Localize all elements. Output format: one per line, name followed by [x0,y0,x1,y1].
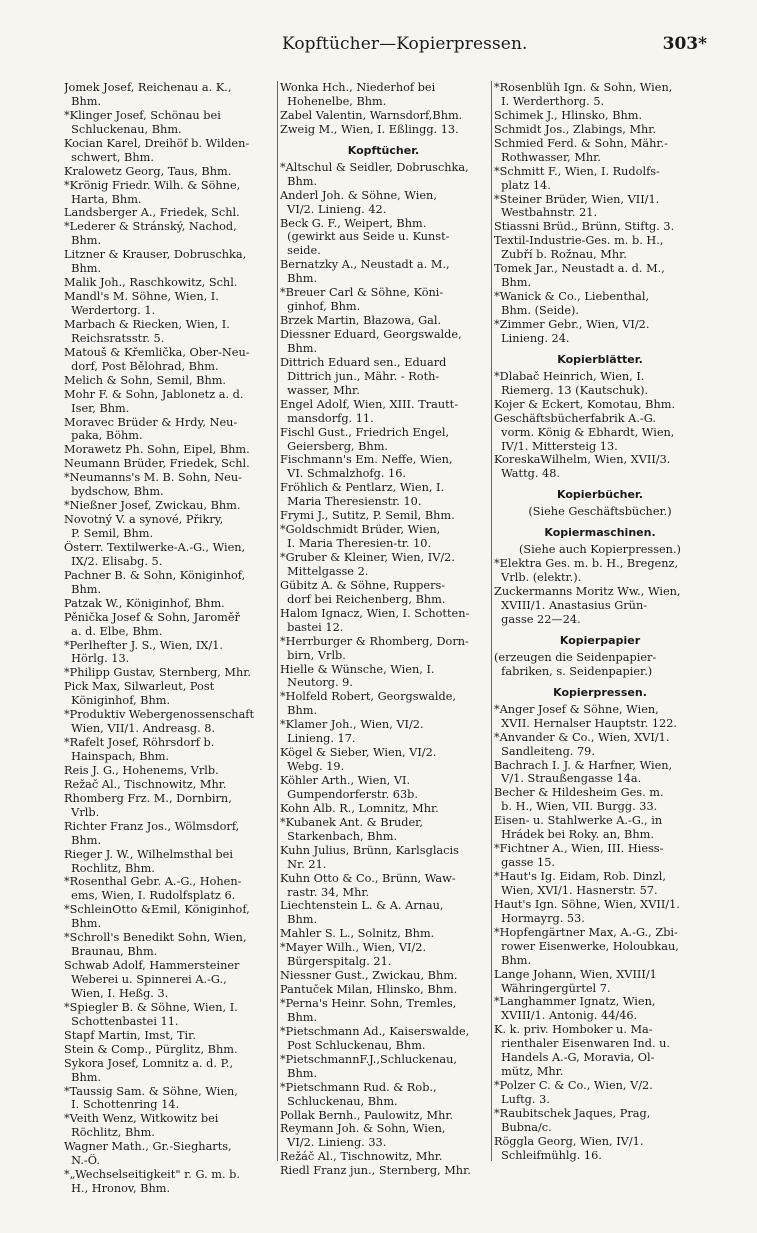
directory-entry-line: Tomek Jar., Neustadt a. d. M., [494,262,665,276]
directory-entry-line: Bürgerspitalg. 21. [280,955,392,969]
directory-entry-line: bastei 12. [280,620,344,634]
directory-entry-line: Marbach & Riecken, Wien, I. [64,317,230,331]
directory-entry-line: H., Hronov, Bhm. [64,1182,171,1196]
directory-entry-line: *Veith Wenz, Witkowitz bei [64,1112,219,1126]
directory-entry-line: XVIII/1. Antonig. 44/46. [494,1009,638,1023]
directory-entry-line: Zuckermanns Moritz Ww., Wien, [494,585,681,599]
column-divider-2 [491,81,492,1161]
directory-entry-line: Hörlg. 13. [64,652,130,666]
directory-entry-line: Becher & Hildesheim Ges. m. [494,786,664,800]
directory-entry-line: *Schmitt F., Wien, I. Rudolfs- [494,164,660,178]
section-heading: Kopierpressen. [553,685,647,699]
directory-entry-line: Mittelgasse 2. [280,564,369,578]
section-heading: Kopierbücher. [557,488,643,502]
directory-entry-line: Neumann Brüder, Friedek, Schl. [64,457,250,471]
directory-entry-line: fabriken, s. Seidenpapier.) [494,664,653,678]
directory-entry-line: Wattg. 48. [494,467,561,481]
directory-entry-line: K. k. priv. Homboker u. Ma- [494,1023,653,1037]
directory-entry-line: VI/2. Linieng. 33. [280,1136,387,1150]
column-3 [494,81,706,1163]
directory-entry-line: Brzek Martin, Błazowa, Gal. [280,314,442,328]
directory-entry-line: rower Eisenwerke, Holoubkau, [494,939,679,953]
directory-entry-line: Zweig M., Wien, I. Eßlingg. 13. [280,122,459,136]
directory-entry-line: Bhm. [64,234,102,248]
directory-entry-line: Landsberger A., Friedek, Schl. [64,206,240,220]
directory-entry-line: XVIII/1. Anastasius Grün- [494,599,648,612]
directory-entry-line: *Anvander & Co., Wien, XVI/1. [494,730,670,744]
directory-entry-line: rienthaler Eisenwaren Ind. u. [494,1037,670,1051]
directory-entry-line: Wien, I. Heßg. 3. [64,986,169,1000]
directory-entry-line: Sandleiteng. 79. [494,744,595,758]
directory-entry-line: Braunau, Bhm. [64,945,158,959]
directory-entry-line: Linieng. 17. [280,732,356,746]
directory-entry-line: Geschäftsbücherfabrik A.-G. [494,411,656,425]
directory-entry-line: Werdertorg. 1. [64,304,156,317]
directory-entry-line: *Elektra Ges. m. b. H., Bregenz, [494,557,679,571]
directory-entry-line: *Mayer Wilh., Wien, VI/2. [280,941,427,955]
directory-entry-line: Post Schluckenau, Bhm. [280,1038,426,1052]
directory-entry-line: (gewirkt aus Seide u. Kunst- [280,230,450,244]
section-heading: Kopierblätter. [557,352,643,366]
directory-entry-line: Bubna/c. [494,1120,552,1134]
directory-entry-line: *Produktiv Webergenossenschaft [64,708,255,722]
directory-entry-line: Engel Adolf, Wien, XIII. Trautt- [280,397,459,411]
directory-entry-line: wasser, Mhr. [280,383,360,397]
directory-entry-line: Pantuček Milan, Hlinsko, Bhm. [280,983,458,997]
directory-entry-line: Schmied Ferd. & Sohn, Mähr.- [494,136,668,150]
directory-entry-line: gasse 15. [494,856,555,870]
page-number: 303* [662,34,707,54]
running-header [0,34,757,62]
directory-entry-line: Fröhlich & Pentlarz, Wien, I. [280,481,445,495]
section-heading: Kopftücher. [347,143,420,157]
directory-entry-line: *Breuer Carl & Söhne, Köni- [280,286,444,300]
directory-entry-line: *Raubitschek Jaques, Prag, [494,1106,651,1120]
directory-entry-line: Bhm. [64,917,102,931]
directory-entry-line: *Lederer & Stránský, Nachod, [64,220,237,234]
directory-entry-line: Režáč Al., Tischnowitz, Mhr. [280,1150,443,1164]
directory-entry-line: Pollak Bernh., Paulowitz, Mhr. [280,1108,454,1122]
directory-entry-line: Textil-Industrie-Ges. m. b. H., [494,234,664,248]
directory-entry-line: Bhm. [64,582,102,596]
directory-entry-line: Mohr F. & Sohn, Jablonetz a. d. [64,387,244,401]
directory-entry-line: Bhm. [494,276,532,290]
directory-entry-line: Wien, XVI/1. Hasnerstr. 57. [494,883,658,897]
directory-entry-line: seide. [280,244,321,258]
directory-entry-line: mansdorfg. 11. [280,411,374,425]
directory-entry-line: Gübitz A. & Söhne, Ruppers- [280,578,446,592]
directory-entry-line: *Philipp Gustav, Sternberg, Mhr. [64,666,251,680]
directory-entry-line: Mandl's M. Söhne, Wien, I. [64,290,219,304]
directory-entry-line: *Klamer Joh., Wien, VI/2. [280,718,424,732]
directory-entry-line: Bhm. [64,262,102,276]
directory-entry-line: Beck G. F., Weipert, Bhm. [280,216,427,230]
directory-entry-line: *Rosenblüh Ign. & Sohn, Wien, [494,81,673,94]
cross-reference: (Siehe Geschäftsbücher.) [528,505,672,519]
directory-entry-line: Riemerg. 13 (Kautschuk). [494,383,649,397]
directory-entry-line: *Polzer C. & Co., Wien, V/2. [494,1079,653,1093]
directory-entry-line: V/1. Straußengasse 14a. [494,772,642,786]
directory-entry-line: birn, Vrlb. [280,648,346,662]
directory-entry-line: Reis J. G., Hohenems, Vrlb. [64,763,219,777]
directory-entry-line: *Anger Josef & Söhne, Wien, [494,702,659,716]
directory-entry-line: vorm. König & Ebhardt, Wien, [494,425,675,439]
directory-entry-line: Bachrach I. J. & Harfner, Wien, [494,758,673,772]
directory-entry-line: *Perna's Heinr. Sohn, Tremles, [280,997,457,1010]
directory-entry-line: *Spiegler B. & Söhne, Wien, I. [64,1000,238,1014]
directory-entry-line: Rochlitz, Bhm. [64,861,155,875]
directory-entry-line: Malik Joh., Raschkowitz, Schl. [64,276,238,290]
directory-entry-line: mütz, Mhr. [494,1065,564,1079]
directory-entry-line: *Klinger Josef, Schönau bei [64,108,221,122]
directory-entry-line: VI/2. Linieng. 42. [280,202,387,216]
directory-entry-line: *Holfeld Robert, Georgswalde, [280,690,457,704]
directory-entry-line: Weberei u. Spinnerei A.-G., [64,973,227,986]
page-title: Kopftücher—Kopierpressen. [282,34,528,54]
directory-entry-line: Morawetz Ph. Sohn, Eipel, Bhm. [64,443,250,457]
directory-entry-line: Vrlb. (elektr.). [494,571,582,585]
directory-entry-line: Königinhof, Bhm. [64,694,171,708]
directory-entry-line: Jomek Josef, Reichenau a. K., [64,81,232,94]
directory-entry-line: Liechtenstein L. & A. Arnau, [280,899,444,913]
directory-entry-line: paka, Böhm. [64,429,143,443]
directory-entry-line: Schwab Adolf, Hammersteiner [64,959,240,973]
column-2 [280,81,487,1178]
directory-entry-line: Wagner Math., Gr.-Siegharts, [64,1140,232,1154]
directory-entry-line: Währingergürtel 7. [494,981,611,995]
directory-entry-line: Mahler S. L., Solnitz, Bhm. [280,927,435,941]
directory-entry-line: P. Semil, Bhm. [64,527,154,540]
directory-entry-line: I. Werderthorg. 5. [494,94,605,108]
directory-entry-line: Melich & Sohn, Semil, Bhm. [64,373,227,387]
directory-entry-line: Kuhn Julius, Brünn, Karlsglacis [280,843,459,857]
directory-entry-line: bydschow, Bhm. [64,485,164,499]
directory-entry-line: Wonka Hch., Niederhof bei [280,81,436,94]
directory-entry-line: Linieng. 24. [494,331,570,345]
directory-entry-line: Rieger J. W., Wilhelmsthal bei [64,847,233,861]
directory-entry-line: Maria Theresienstr. 10. [280,495,422,509]
directory-entry-line: *Perlhefter J. S., Wien, IX/1. [64,638,223,652]
directory-entry-line: Frymi J., Sutitz, P. Semil, Bhm. [280,509,455,523]
directory-entry-line: Luftg. 3. [494,1093,550,1106]
directory-entry-line: Bhm. [280,341,318,355]
directory-entry-line: Bhm. [64,833,102,847]
directory-entry-line: Bhm. [64,94,102,108]
directory-entry-line: Fischl Gust., Friedrich Engel, [280,425,450,439]
directory-entry-line: I. Maria Theresien-tr. 10. [280,537,432,551]
directory-entry-line: ginhof, Bhm. [280,300,361,314]
directory-entry-line: Bhm. [280,1066,318,1080]
directory-entry-line: Pick Max, Silwarleut, Post [64,680,215,694]
directory-entry-line: Dittrich jun., Mähr. - Roth- [280,369,440,383]
directory-entry-line: Schluckenau, Bhm. [280,1094,398,1108]
section-heading: Kopierpapier [559,633,641,647]
directory-entry-line: *Herrburger & Rhomberg, Dorn- [280,634,469,648]
directory-entry-line: Zubří b. Rožnau, Mhr. [494,248,627,262]
directory-entry-line: VI. Schmalzhofg. 16. [280,467,406,481]
directory-entry-line: Schmidt Jos., Zlabings, Mhr. [494,122,657,136]
directory-entry-line: Fischmann's Em. Neffe, Wien, [280,453,453,467]
directory-entry-line: XVII. Hernalser Hauptstr. 122. [494,716,677,730]
directory-entry-line: *Taussig Sam. & Söhne, Wien, [64,1084,238,1098]
directory-entry-line: Schimek J., Hlinsko, Bhm. [494,108,643,122]
directory-entry-line: N.-Ö. [64,1154,100,1168]
directory-entry-line: Reichsratsstr. 5. [64,331,165,345]
directory-entry-line: Bernatzky A., Neustadt a. M., [280,258,450,272]
directory-entry-line: Nr. 21. [280,857,327,871]
directory-entry-line: Iser, Bhm. [64,401,130,415]
directory-entry-line: *Nießner Josef, Zwickau, Bhm. [64,499,241,513]
directory-entry-line: Eisen- u. Stahlwerke A.-G., in [494,814,663,828]
directory-entry-line: Bhm. [280,272,318,286]
directory-entry-line: *Pietschmann Rud. & Rob., [280,1080,437,1094]
directory-entry-line: Stapf Martin, Imst, Tir. [64,1028,196,1042]
directory-entry-line: ems, Wien, I. Rudolfsplatz 6. [64,889,236,903]
directory-entry-line: Rhomberg Frz. M., Dornbirn, [64,791,232,805]
directory-entry-line: gasse 22—24. [494,612,581,626]
directory-entry-line: *Wanick & Co., Liebenthal, [494,290,650,304]
directory-entry-line: Halom Ignacz, Wien, I. Schotten- [280,606,470,620]
directory-entry-line: Österr. Textilwerke-A.-G., Wien, [64,540,246,554]
directory-entry-line: *Altschul & Seidler, Dobruschka, [280,160,469,174]
directory-entry-line: *Rafelt Josef, Röhrsdorf b. [64,736,215,750]
directory-entry-line: *„Wechselseitigkeit" r. G. m. b. [64,1168,240,1182]
directory-entry-line: *Fichtner A., Wien, III. Hiess- [494,842,664,856]
cross-reference: (Siehe auch Kopierpressen.) [519,543,681,557]
directory-entry-line: Bhm. [280,704,318,718]
directory-entry-line: Bhm. [64,1070,102,1084]
directory-entry-line: KoreskaWilhelm, Wien, XVII/3. [494,453,671,467]
directory-entry-line: rastr. 34, Mhr. [280,885,370,899]
directory-entry-line: Bhm. (Seide). [494,304,580,317]
directory-entry-line: *Neumanns's M. B. Sohn, Neu- [64,471,242,485]
directory-entry-line: Schluckenau, Bhm. [64,122,182,136]
directory-entry-line: *Hopfengärtner Max, A.-G., Zbi- [494,925,678,939]
directory-entry-line: Zabel Valentin, Warnsdorf,Bhm. [280,108,463,122]
directory-entry-line: Köhler Arth., Wien, VI. [280,774,411,787]
directory-entry-line: Röggla Georg, Wien, IV/1. [494,1134,644,1148]
directory-entry-line: *Langhammer Ignatz, Wien, [494,995,656,1009]
directory-entry-line: Stiassni Brüd., Brünn, Stiftg. 3. [494,220,675,234]
directory-entry-line: Reymann Joh. & Sohn, Wien, [280,1122,446,1136]
directory-entry-line: Kögel & Sieber, Wien, VI/2. [280,746,437,760]
directory-entry-line: Hohenelbe, Bhm. [280,94,387,108]
directory-entry-line: Riedl Franz jun., Sternberg, Mhr. [280,1164,471,1178]
directory-entry-line: *Dlabač Heinrich, Wien, I. [494,369,645,383]
directory-entry-line: Westbahnstr. 21. [494,206,598,220]
directory-entry-line: *Pietschmann Ad., Kaiserswalde, [280,1024,470,1038]
directory-entry-line: Vrlb. [64,805,100,819]
directory-entry-line: *Steiner Brüder, Wien, VII/1. [494,192,660,206]
directory-entry-line: Handels A.-G, Moravia, Ol- [494,1051,655,1065]
directory-entry-line: Bhm. [494,953,532,967]
directory-entry-line: Moravec Brüder & Hrdy, Neu- [64,415,238,429]
directory-entry-line: Novotný V. a synové, Přikry, [64,513,224,527]
directory-entry-line: Niessner Gust., Zwickau, Bhm. [280,969,458,983]
directory-entry-line: *Haut's Ig. Eidam, Rob. Dinzl, [494,870,666,883]
directory-entry-line: Bhm. [280,913,318,927]
directory-entry-line: I. Schottenring 14. [64,1098,180,1112]
section-heading: Kopiermaschinen. [544,526,656,540]
directory-entry-line: Bhm. [280,174,318,188]
directory-entry-line: Schottenbastei 11. [64,1014,179,1028]
directory-entry-line: Wien, VII/1. Andreasg. 8. [64,722,216,736]
column-1 [64,81,274,1196]
directory-entry-line: Patzak W., Königinhof, Bhm. [64,596,225,610]
directory-entry-line: Kocian Karel, Dreihöf b. Wilden- [64,136,250,150]
directory-entry-line: Režač Al., Tischnowitz, Mhr. [64,777,227,791]
directory-entry-line: *SchleinOtto &Emil, Königinhof, [64,903,250,917]
directory-entry-line: Webg. 19. [280,760,345,774]
directory-entry-line: *Gruber & Kleiner, Wien, IV/2. [280,551,455,564]
directory-entry-line: Matouš & Křemlička, Ober-Neu- [64,345,250,359]
directory-entry-line: Röchlitz, Bhm. [64,1126,155,1140]
directory-entry-line: Pěnička Josef & Sohn, Jaroměř [64,610,240,624]
directory-entry-line: dorf, Post Bělohrad, Bhm. [64,359,219,373]
directory-entry-line: Gumpendorferstr. 63b. [280,787,418,801]
directory-entry-line: Hrádek bei Roky. an, Bhm. [494,828,654,842]
directory-entry-line: Pachner B. & Sohn, Königinhof, [64,568,246,582]
directory-entry-line: Litzner & Krauser, Dobruschka, [64,248,247,262]
directory-entry-line: Hielle & Wünsche, Wien, I. [280,662,435,676]
directory-entry-line: Sykora Josef, Lomnitz a. d. P., [64,1056,234,1070]
directory-entry-line: Hormayrg. 53. [494,911,585,925]
directory-entry-line: dorf bei Reichenberg, Bhm. [280,592,446,606]
directory-entry-line: Anderl Joh. & Söhne, Wien, [280,188,437,202]
directory-entry-line: *Krönig Friedr. Wilh. & Söhne, [64,178,241,192]
directory-entry-line: Bhm. [280,1010,318,1024]
directory-entry-line: *Kubanek Ant. & Bruder, [280,815,423,829]
directory-entry-line: IX/2. Elisabg. 5. [64,554,163,568]
directory-entry-line: (erzeugen die Seidenpapier- [494,650,657,664]
directory-entry-line: Schleifmühlg. 16. [494,1148,602,1162]
directory-entry-line: Harta, Bhm. [64,192,142,206]
directory-entry-line: Kralowetz Georg, Taus, Bhm. [64,164,232,178]
directory-entry-line: *Zimmer Gebr., Wien, VI/2. [494,317,650,331]
directory-entry-line: Hainspach, Bhm. [64,750,170,763]
directory-entry-line: Geiersberg, Bhm. [280,439,388,453]
directory-entry-line: *PietschmannF.J.,Schluckenau, [280,1052,457,1066]
column-divider-1 [277,81,278,1161]
directory-entry-line: *Rosenthal Gebr. A.-G., Hohen- [64,875,242,889]
directory-entry-line: Starkenbach, Bhm. [280,829,398,843]
directory-entry-line: Diessner Eduard, Georgswalde, [280,328,462,341]
directory-entry-line: *Schroll's Benedikt Sohn, Wien, [64,931,247,945]
directory-entry-line: b. H., Wien, VII. Burgg. 33. [494,800,658,814]
directory-entry-line: Rothwasser, Mhr. [494,150,601,164]
directory-entry-line: Richter Franz Jos., Wölmsdorf, [64,819,240,833]
directory-entry-line: IV/1. Mittersteig 13. [494,439,618,453]
directory-entry-line: Kuhn Otto & Co., Brünn, Waw- [280,871,456,885]
directory-entry-line: platz 14. [494,178,551,192]
directory-entry-line: Kohn Alb. R., Lomnitz, Mhr. [280,801,439,815]
directory-entry-line: a. d. Elbe, Bhm. [64,624,163,638]
directory-entry-line: Dittrich Eduard sen., Eduard [280,355,447,369]
directory-entry-line: Lange Johann, Wien, XVIII/1 [494,967,657,981]
directory-entry-line: *Goldschmidt Brüder, Wien, [280,523,441,537]
directory-entry-line: Stein & Comp., Pürglitz, Bhm. [64,1042,238,1056]
directory-entry-line: Haut's Ign. Söhne, Wien, XVII/1. [494,897,680,911]
directory-entry-line: Neutorg. 9. [280,676,353,690]
directory-entry-line: schwert, Bhm. [64,150,154,164]
directory-entry-line: Kojer & Eckert, Komotau, Bhm. [494,397,676,411]
